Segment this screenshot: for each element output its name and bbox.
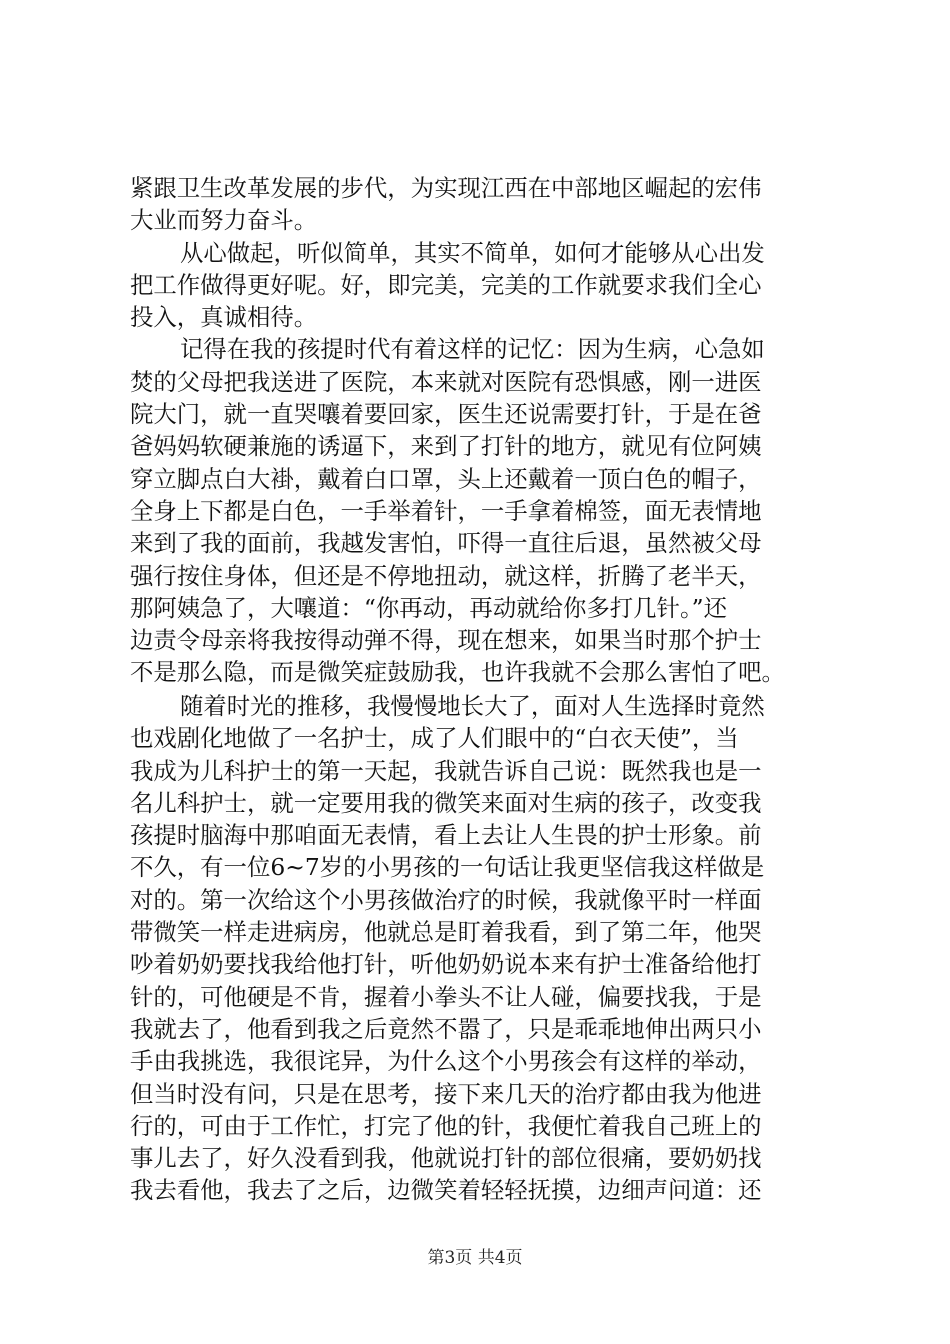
text-line: 但当时没有问，只是在思考，接下来几天的治疗都由我为他进 — [130, 1079, 762, 1108]
body-text-block-1 — [130, 172, 830, 689]
text-line: 事儿去了，好久没看到我，他就说打针的部位很痛，要奶奶找 — [130, 1144, 762, 1173]
text-line: 行的，可由于工作忙，打完了他的针，我便忙着我自己班上的 — [130, 1111, 762, 1140]
text-line: 大业而努力奋斗。 — [130, 206, 318, 235]
text-line: 针的，可他硬是不肯，握着小拳头不让人碰，偏要找我，于是 — [130, 982, 762, 1011]
text-line: 强行按住身体，但还是不停地扭动，就这样，折腾了老半天， — [130, 561, 762, 590]
text-line: 不久，有一位6~7岁的小男孩的一句话让我更坚信我这样做是 — [130, 853, 765, 882]
text-line: 焚的父母把我送进了医院，本来就对医院有恐惧感，刚一进医 — [130, 367, 762, 396]
text-line: 院大门，就一直哭嚷着要回家，医生还说需要打针，于是在爸 — [130, 400, 762, 429]
text-line: 我去看他，我去了之后，边微笑着轻轻抚摸，边细声问道：还 — [130, 1176, 762, 1205]
text-line: 我就去了，他看到我之后竟然不嚣了，只是乖乖地伸出两只小 — [130, 1014, 762, 1043]
text-line: 名儿科护士，就一定要用我的微笑来面对生病的孩子，改变我 — [130, 788, 762, 817]
text-line: 不是那么隐，而是微笑症鼓励我，也许我就不会那么害怕了吧。 — [130, 658, 785, 687]
text-line: 来到了我的面前，我越发害怕，吓得一直往后退，虽然被父母 — [130, 529, 762, 558]
text-line: 对的。第一次给这个小男孩做治疗的时候，我就像平时一样面 — [130, 885, 762, 914]
text-line: 也戏剧化地做了一名护士，成了人们眼中的“白衣天使”，当 — [130, 724, 739, 753]
text-line: 带微笑一样走进病房，他就总是盯着我看，到了第二年，他哭 — [130, 918, 762, 947]
text-line: 孩提时脑海中那咱面无表情，看上去让人生畏的护士形象。前 — [130, 821, 762, 850]
text-line: 那阿姨急了，大嚷道：“你再动，再动就给你多打几针。”还 — [130, 593, 727, 622]
text-line: 吵着奶奶要找我给他打针，听他奶奶说本来有护士准备给他打 — [130, 950, 762, 979]
body-text-block-2 — [130, 690, 830, 1207]
text-line: 手由我挑选，我很诧异，为什么这个小男孩会有这样的举动， — [130, 1047, 762, 1076]
paragraph-start-line: 随着时光的推移，我慢慢地长大了，面对人生选择时竟然 — [180, 692, 765, 720]
text-line: 投入，真诚相待。 — [130, 303, 318, 332]
page-footer — [0, 1243, 950, 1268]
text-line: 爸妈妈软硬兼施的诱逼下，来到了打针的地方，就见有位阿姨 — [130, 432, 762, 461]
paragraph-start-line: 记得在我的孩提时代有着这样的记忆：因为生病，心急如 — [180, 335, 765, 364]
text-line: 紧跟卫生改革发展的步代，为实现江西在中部地区崛起的宏伟 — [130, 174, 762, 202]
text-line: 把工作做得更好呢。好，即完美，完美的工作就要求我们全心 — [130, 270, 762, 299]
text-line: 边责令母亲将我按得动弹不得，现在想来，如果当时那个护士 — [130, 626, 762, 655]
page-number-label: 第3页 共4页 — [427, 1248, 523, 1268]
text-line: 我成为儿科护士的第一天起，我就告诉自己说：既然我也是一 — [130, 756, 762, 785]
text-line: 穿立脚点白大褂，戴着白口罩，头上还戴着一顶白色的帽子， — [130, 464, 762, 493]
paragraph-start-line: 从心做起，听似简单，其实不简单，如何才能够从心出发 — [180, 238, 765, 267]
text-line: 全身上下都是白色，一手举着针，一手拿着棉签，面无表情地 — [130, 496, 762, 525]
